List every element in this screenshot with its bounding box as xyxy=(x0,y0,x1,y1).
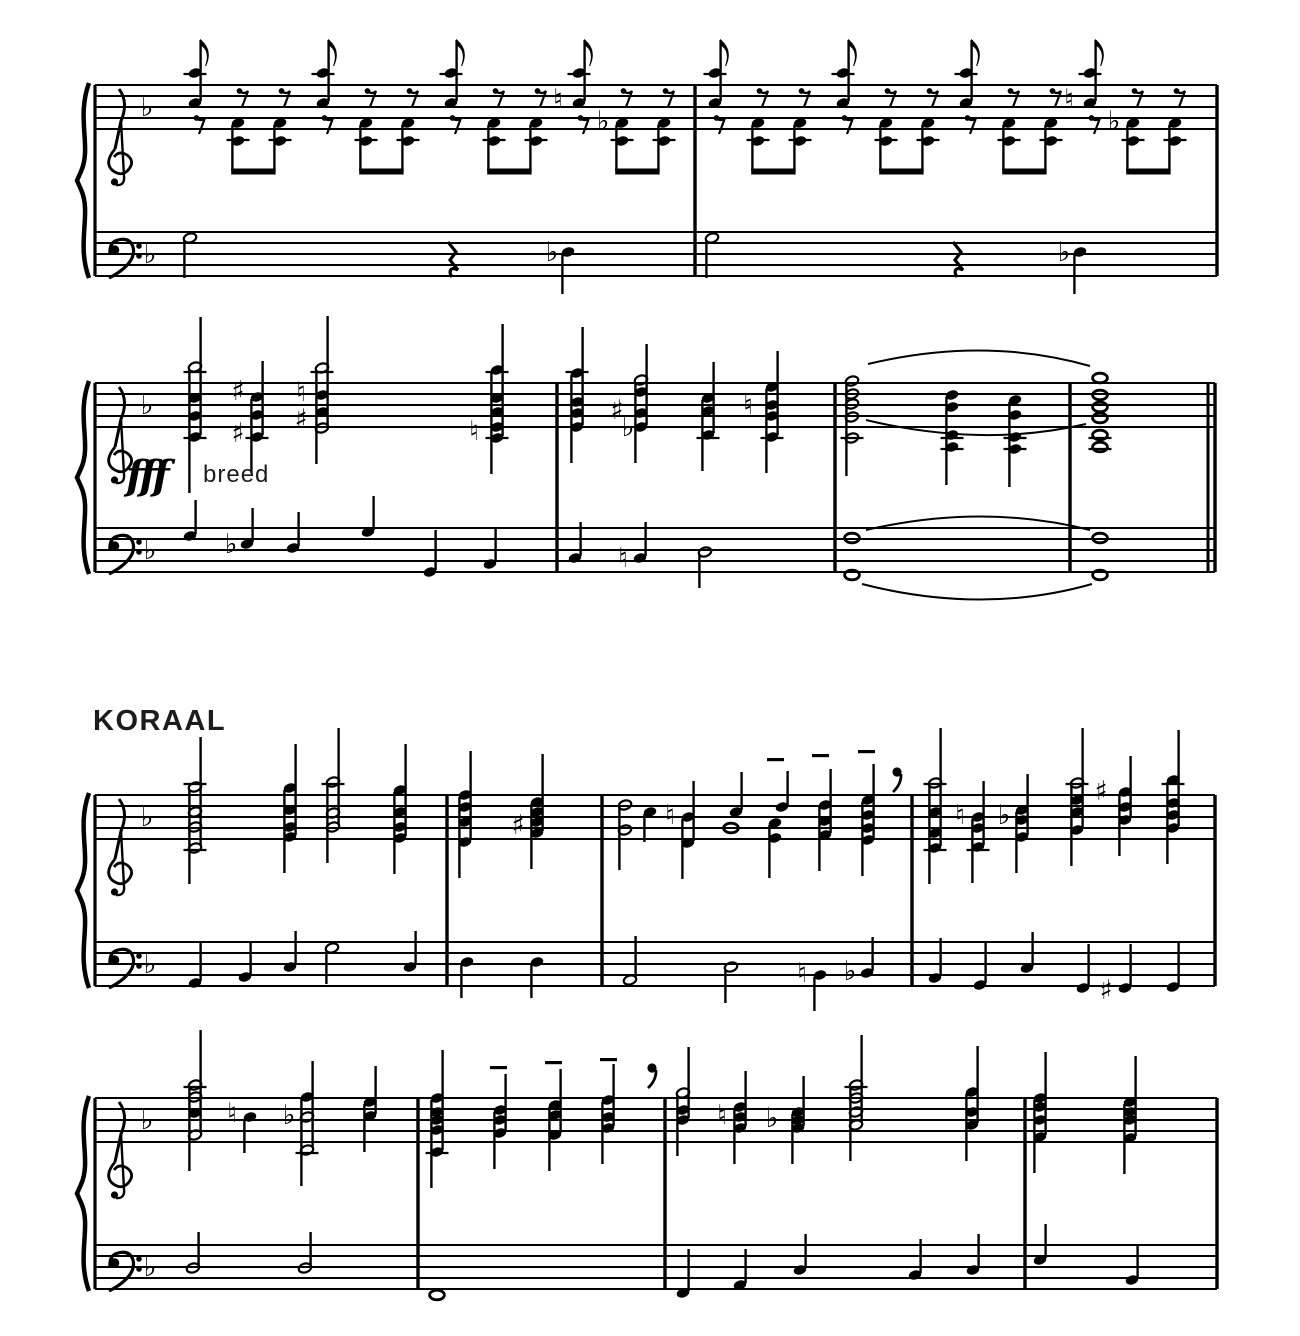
note-event xyxy=(269,117,292,148)
note-event xyxy=(818,769,833,871)
note-event xyxy=(530,956,545,998)
note-event xyxy=(928,938,943,984)
svg-text:♭: ♭ xyxy=(545,237,559,268)
note-event xyxy=(283,1061,319,1186)
note-event xyxy=(1174,88,1185,107)
note-event xyxy=(601,1064,616,1164)
note-event xyxy=(423,530,438,578)
note-event xyxy=(698,546,713,588)
note-event xyxy=(184,737,207,884)
svg-text:♭: ♭ xyxy=(997,800,1011,831)
note-event xyxy=(775,771,790,813)
note-event xyxy=(312,40,337,109)
svg-text:♯: ♯ xyxy=(231,418,245,449)
note-event xyxy=(184,40,209,109)
note-event xyxy=(184,1030,207,1171)
svg-text:♭: ♭ xyxy=(140,1105,154,1136)
note-event xyxy=(618,522,647,574)
system-3 xyxy=(77,728,1215,1011)
note-event xyxy=(188,943,203,989)
note-event xyxy=(611,117,634,148)
system-2 xyxy=(77,316,1215,600)
note-event xyxy=(998,774,1030,873)
svg-text:♭: ♭ xyxy=(224,529,238,560)
bass-clef-icon xyxy=(109,239,142,278)
note-event xyxy=(365,88,376,107)
note-event xyxy=(953,242,963,277)
note-event xyxy=(832,40,857,109)
treble-clef-icon xyxy=(109,1102,132,1199)
note-event xyxy=(676,1047,691,1156)
svg-text:♯: ♯ xyxy=(294,404,308,435)
svg-text:♮: ♮ xyxy=(553,84,563,115)
svg-text:♭: ♭ xyxy=(143,535,157,566)
system-4 xyxy=(77,1030,1217,1300)
note-event xyxy=(355,117,378,148)
note-event xyxy=(1008,88,1019,107)
note-event xyxy=(768,817,783,878)
note-event xyxy=(955,781,989,883)
note-event xyxy=(797,958,827,1011)
note-event xyxy=(227,1098,257,1153)
svg-text:♭: ♭ xyxy=(843,956,857,987)
svg-text:♭: ♭ xyxy=(140,92,154,123)
svg-text:♭: ♭ xyxy=(282,1100,296,1131)
note-event xyxy=(618,799,633,870)
svg-text:♭: ♭ xyxy=(621,412,635,443)
dynamic-marking-fff: fff xyxy=(126,452,166,499)
note-event xyxy=(998,117,1021,148)
note-event xyxy=(393,744,408,874)
treble-clef-icon xyxy=(109,799,132,896)
note-event xyxy=(885,88,896,107)
note-event xyxy=(1079,40,1104,109)
note-event xyxy=(279,88,290,107)
bass-clef-icon xyxy=(109,949,142,988)
section-heading-koraal: KORAAL xyxy=(93,705,227,737)
note-event xyxy=(747,117,770,148)
note-event xyxy=(1040,117,1063,148)
note-event xyxy=(407,88,418,107)
svg-text:♮: ♮ xyxy=(1064,84,1074,115)
note-event xyxy=(861,764,876,876)
svg-text:♭: ♭ xyxy=(140,390,154,421)
note-event xyxy=(397,117,420,148)
note-event xyxy=(286,512,301,554)
note-event xyxy=(483,117,506,148)
note-event xyxy=(623,936,638,986)
svg-text:♭: ♭ xyxy=(140,802,154,833)
note-event xyxy=(448,242,458,277)
svg-text:♮: ♮ xyxy=(743,390,753,421)
note-event xyxy=(1089,373,1112,452)
treble-clef-icon xyxy=(109,89,132,186)
svg-text:♭: ♭ xyxy=(596,106,610,137)
note-event xyxy=(663,88,674,107)
note-event xyxy=(1123,1056,1138,1174)
note-event xyxy=(535,88,546,107)
note-event xyxy=(1122,117,1145,148)
svg-text:♯: ♯ xyxy=(1094,776,1108,807)
svg-text:♯: ♯ xyxy=(1099,975,1113,1006)
note-event xyxy=(1004,394,1027,487)
note-event xyxy=(799,88,810,107)
note-event xyxy=(440,40,465,109)
note-event xyxy=(789,117,812,148)
note-event xyxy=(941,389,964,485)
svg-text:♮: ♮ xyxy=(797,958,807,989)
system-1 xyxy=(77,40,1217,294)
note-event xyxy=(325,942,340,984)
svg-text:♮: ♮ xyxy=(227,1098,237,1129)
svg-text:♯: ♯ xyxy=(511,810,525,841)
note-event xyxy=(621,88,632,107)
note-event xyxy=(1076,944,1091,994)
svg-text:♭: ♭ xyxy=(765,1103,779,1134)
note-event xyxy=(294,316,333,464)
note-event xyxy=(965,1046,980,1161)
svg-text:♮: ♮ xyxy=(469,416,479,447)
note-event xyxy=(238,941,253,983)
note-event xyxy=(917,117,940,148)
note-event xyxy=(1164,117,1187,148)
note-event xyxy=(724,961,739,1003)
tempo-marking-breed: breed xyxy=(203,461,270,488)
note-event xyxy=(757,88,768,107)
note-event xyxy=(653,117,676,148)
note-event xyxy=(1033,1052,1048,1173)
note-event xyxy=(1050,88,1061,107)
note-event xyxy=(1162,730,1185,864)
note-event xyxy=(610,344,648,463)
note-event xyxy=(1066,728,1089,866)
note-event xyxy=(183,500,198,542)
svg-text:♮: ♮ xyxy=(955,800,965,831)
note-event xyxy=(844,937,875,987)
note-event xyxy=(743,351,783,473)
svg-text:♭: ♭ xyxy=(143,949,157,980)
note-event xyxy=(511,754,544,869)
svg-text:♮: ♮ xyxy=(618,543,628,574)
svg-text:♮: ♮ xyxy=(296,377,306,408)
bass-clef-icon xyxy=(109,535,142,574)
note-event xyxy=(361,496,376,538)
note-event xyxy=(704,40,729,109)
note-event xyxy=(430,1290,445,1300)
note-event xyxy=(237,88,248,107)
note-event xyxy=(955,40,980,109)
note-event xyxy=(493,1074,508,1169)
svg-text:♭: ♭ xyxy=(1107,106,1121,137)
svg-text:♭: ♭ xyxy=(143,239,157,270)
note-event xyxy=(643,806,658,842)
bass-clef-icon xyxy=(109,1252,142,1291)
note-event xyxy=(283,744,298,873)
svg-text:♮: ♮ xyxy=(665,800,675,831)
note-event xyxy=(525,117,548,148)
note-event xyxy=(225,508,255,560)
note-event xyxy=(469,324,508,474)
note-event xyxy=(1166,943,1181,993)
svg-text:♭: ♭ xyxy=(1057,237,1071,268)
note-event xyxy=(1132,88,1143,107)
svg-text:♭: ♭ xyxy=(143,1252,157,1283)
svg-text:♮: ♮ xyxy=(717,1100,727,1131)
note-event xyxy=(493,88,504,107)
note-event xyxy=(568,40,593,109)
note-event xyxy=(717,1071,747,1164)
note-event xyxy=(460,956,475,998)
note-event xyxy=(841,375,864,476)
note-event xyxy=(875,117,898,148)
svg-text:♯: ♯ xyxy=(231,376,245,407)
svg-text:♯: ♯ xyxy=(610,395,624,426)
note-event xyxy=(458,751,473,878)
note-event xyxy=(927,88,938,107)
note-event xyxy=(227,117,250,148)
note-event xyxy=(973,943,988,991)
note-event xyxy=(1125,1244,1140,1286)
